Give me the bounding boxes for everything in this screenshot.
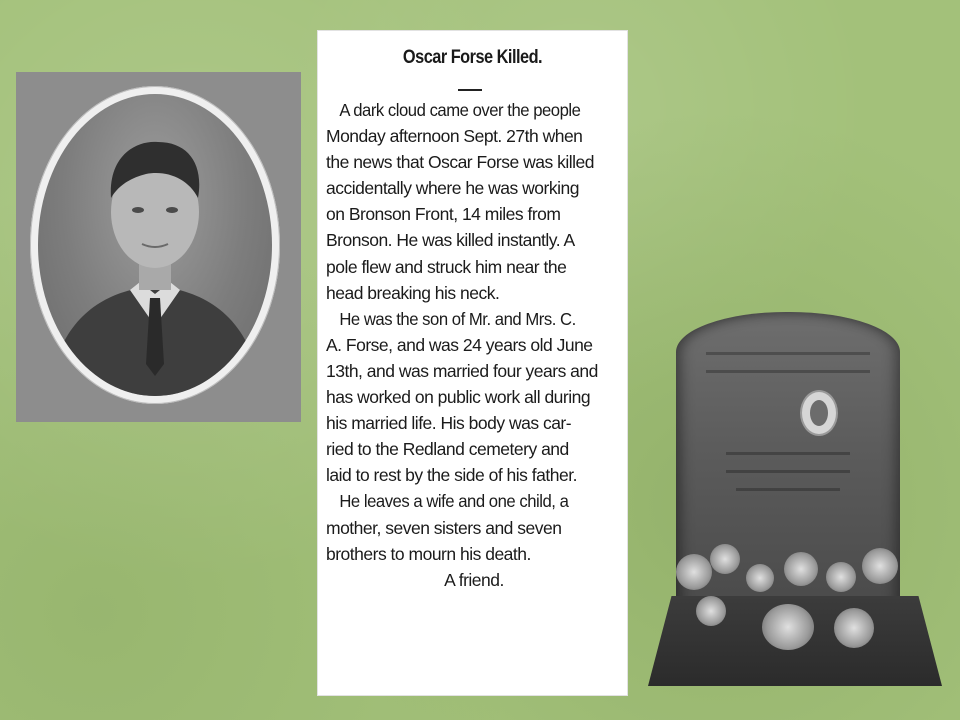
- photo-medallion: [800, 390, 838, 436]
- article-signature: A friend.: [444, 569, 504, 590]
- article-body: [326, 97, 622, 593]
- article-line: 13th, and was married four years and: [326, 360, 598, 381]
- article-line: ried to the Redland cemetery and: [326, 439, 569, 460]
- article-line: brothers to mourn his death.: [326, 543, 531, 564]
- article-line: accidentally where he was working: [326, 178, 579, 199]
- article-line: He leaves a wife and one child, a: [339, 491, 569, 512]
- article-line: the news that Oscar Forse was killed: [326, 152, 594, 173]
- article-line: A. Forse, and was 24 years old June: [326, 334, 593, 355]
- article-line: mother, seven sisters and seven: [326, 517, 562, 538]
- article-line: on Bronson Front, 14 miles from: [326, 204, 561, 225]
- flower-arrangement: [666, 544, 924, 654]
- article-line: pole flew and struck him near the: [326, 256, 567, 277]
- title-divider: [458, 89, 482, 91]
- article-line: Bronson. He was killed instantly. A: [326, 230, 575, 251]
- article-line: has worked on public work all during: [326, 387, 591, 408]
- article-line: his married life. His body was car-: [326, 413, 572, 434]
- portrait-figure: [38, 94, 272, 396]
- portrait-oval-frame: [30, 86, 280, 404]
- headstone-photo: [648, 306, 942, 686]
- article-line: head breaking his neck.: [326, 282, 500, 303]
- newspaper-clipping: [318, 31, 627, 695]
- article-line: laid to rest by the side of his father.: [326, 465, 577, 486]
- article-line: A dark cloud came over the people: [339, 100, 581, 120]
- article-line: He was the son of Mr. and Mrs. C.: [339, 308, 576, 329]
- portrait-photo: [16, 72, 301, 422]
- portrait-image: [38, 94, 272, 396]
- article-line: Monday afternoon Sept. 27th when: [326, 126, 583, 147]
- article-title: Oscar Forse Killed.: [402, 47, 543, 68]
